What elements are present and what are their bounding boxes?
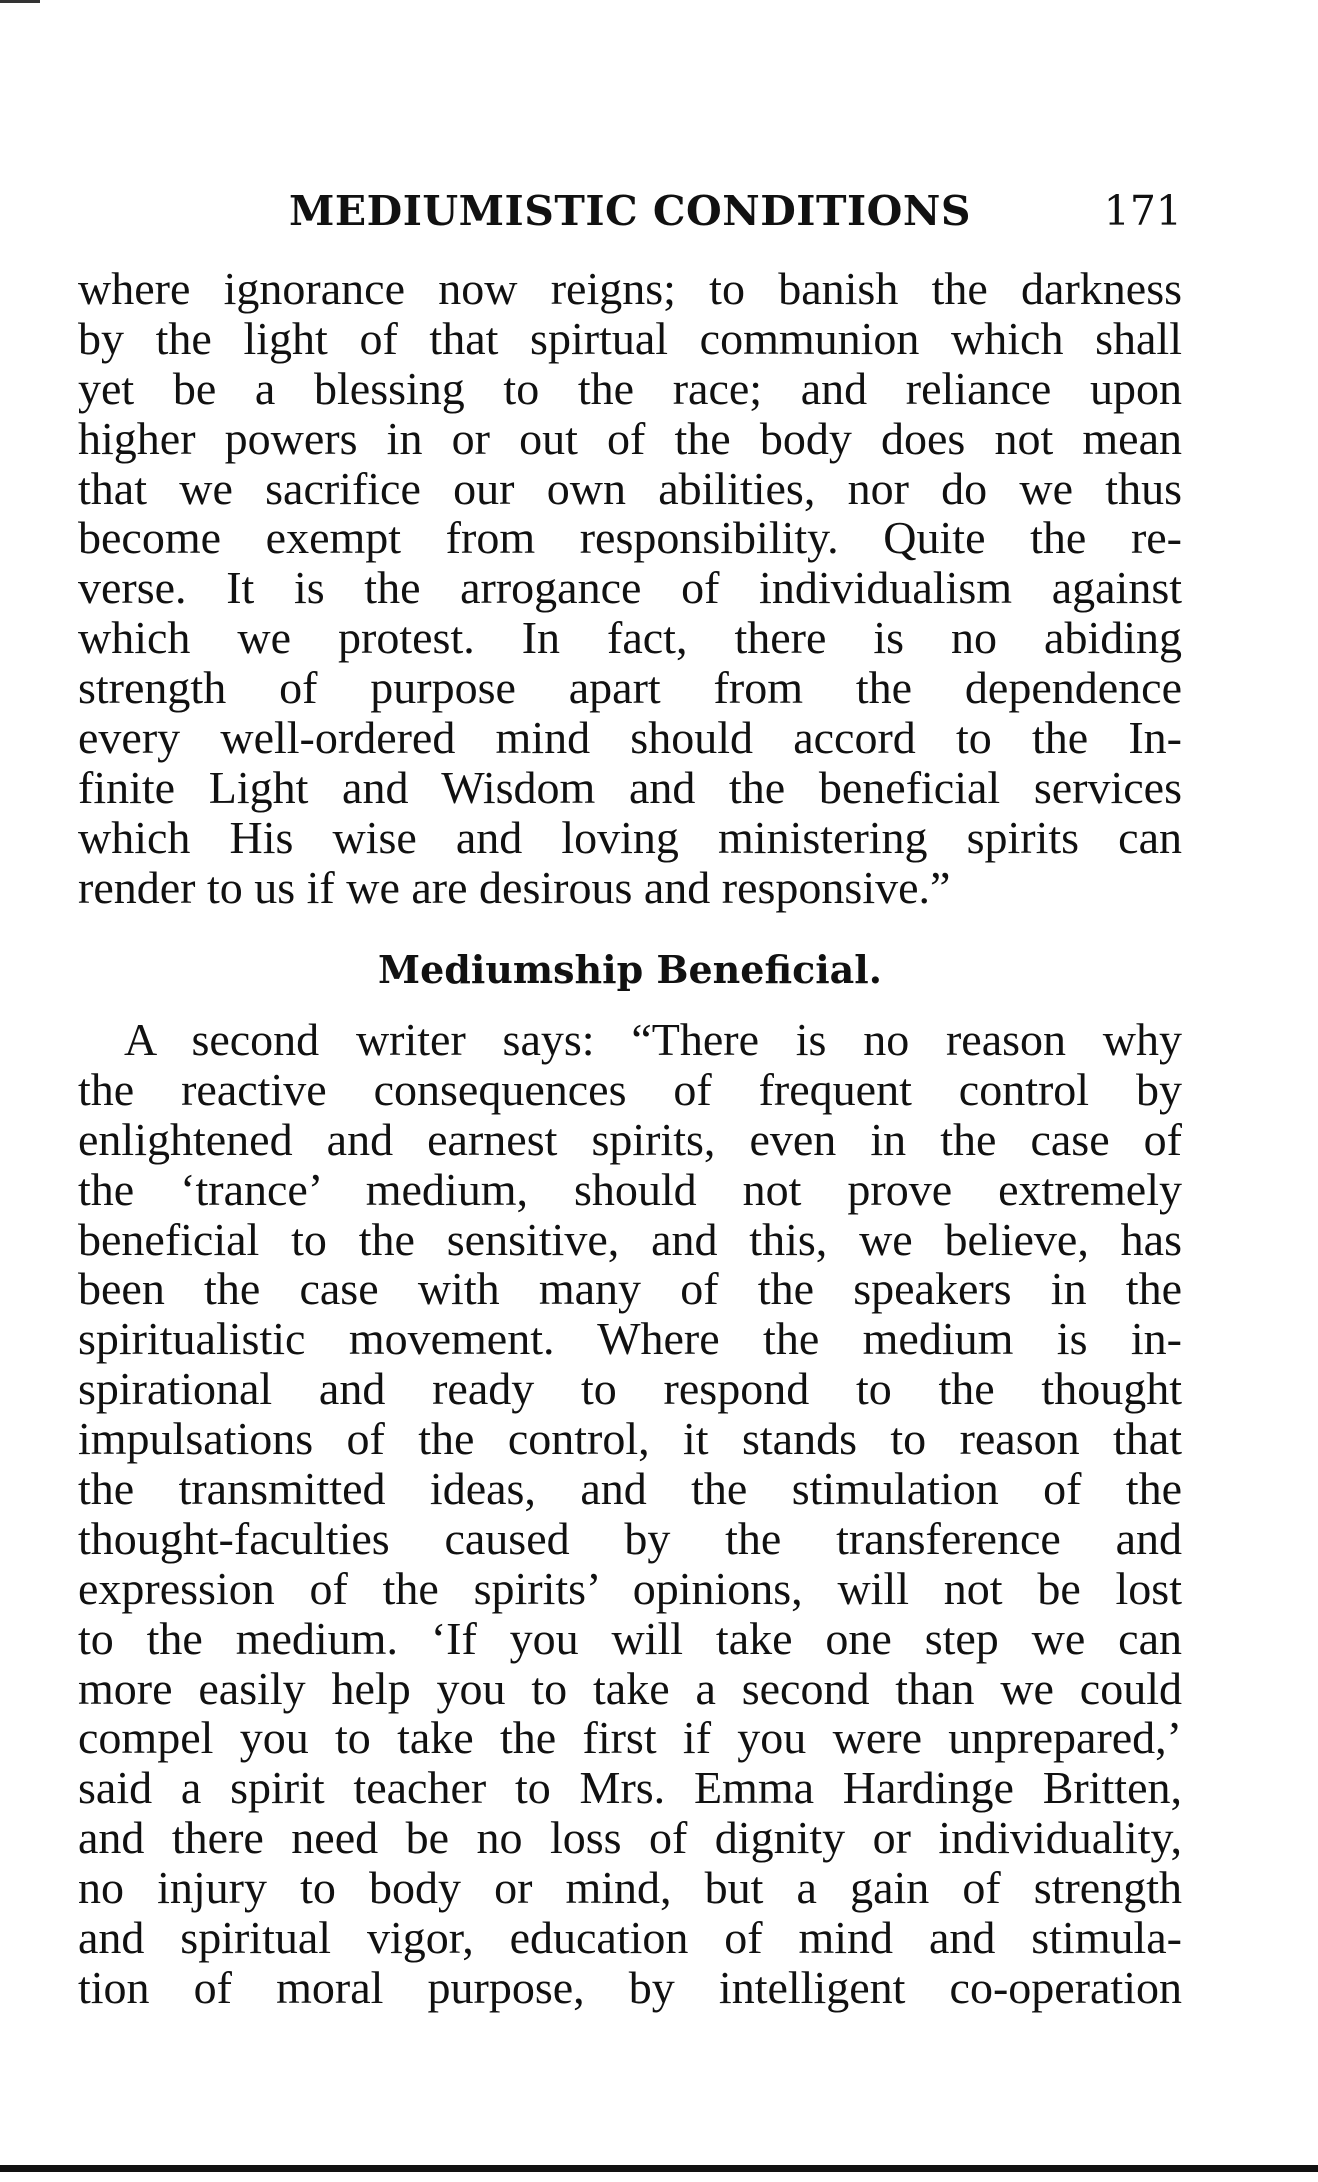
text-line: the ‘trance’ medium, should not prove extremely — [78, 1163, 1182, 1215]
text-line: A second writer says: “There is no reason why — [124, 1014, 1182, 1065]
text-line: render to us if we are desirous and responsive.” — [78, 861, 951, 913]
text-line: and spiritual vigor, education of mind and stimula- — [78, 1912, 1182, 1964]
paragraph-continuation — [78, 264, 1182, 913]
paragraph-mediumship — [78, 1015, 1182, 2013]
text-line: become exempt from responsibility. Quite the re- — [78, 512, 1182, 564]
text-line: which His wise and loving ministering spirits can — [78, 811, 1182, 863]
text-line: strength of purpose apart from the dependence — [78, 662, 1182, 714]
text-line: by the light of that spirtual communion which shall — [78, 312, 1182, 364]
text-line: more easily help you to take a second than we could — [78, 1662, 1182, 1714]
scan-corner-mark — [0, 0, 40, 3]
text-line: verse. It is the arrogance of individualism against — [78, 562, 1182, 614]
text-line: impulsations of the control, it stands to reason that — [78, 1413, 1182, 1465]
text-line: expression of the spirits’ opinions, will not be lost — [78, 1562, 1182, 1614]
text-line: spiritualistic movement. Where the medium is in- — [78, 1313, 1182, 1365]
text-line: tion of moral purpose, by intelligent co-operation — [78, 1961, 1182, 2013]
text-line: higher powers in or out of the body does not mean — [78, 412, 1182, 464]
text-line: to the medium. ‘If you will take one step we can — [78, 1612, 1182, 1664]
text-line: no injury to body or mind, but a gain of strength — [78, 1862, 1182, 1914]
bottom-rule — [0, 2165, 1318, 2172]
text-line: which we protest. In fact, there is no abiding — [78, 612, 1182, 664]
text-line: that we sacrifice our own abilities, nor do we thus — [78, 462, 1182, 514]
text-line: and there need be no loss of dignity or individuality, — [78, 1812, 1182, 1864]
running-head — [78, 183, 1182, 239]
section-heading: Mediumship Beneficial. — [378, 947, 882, 992]
text-line: beneficial to the sensitive, and this, we believe, has — [78, 1213, 1182, 1265]
text-line: said a spirit teacher to Mrs. Emma Hardinge Britten, — [78, 1762, 1182, 1814]
text-line: every well-ordered mind should accord to the In- — [78, 712, 1182, 764]
running-title: MEDIUMISTIC CONDITIONS — [289, 187, 971, 235]
text-line: spirational and ready to respond to the thought — [78, 1363, 1182, 1415]
text-line: enlightened and earnest spirits, even in the case of — [78, 1113, 1182, 1165]
text-line: where ignorance now reigns; to banish the darkness — [78, 263, 1182, 314]
text-line: yet be a blessing to the race; and reliance upon — [78, 362, 1182, 414]
text-line: been the case with many of the speakers in the — [78, 1263, 1182, 1315]
page-number: 171 — [1103, 187, 1182, 235]
text-line: the transmitted ideas, and the stimulation of the — [78, 1463, 1182, 1515]
text-line: finite Light and Wisdom and the beneficial services — [78, 761, 1182, 813]
text-line: thought-faculties caused by the transference and — [78, 1512, 1182, 1564]
text-line: the reactive consequences of frequent control by — [78, 1063, 1182, 1115]
text-line: compel you to take the first if you were unprepared,’ — [78, 1712, 1182, 1764]
